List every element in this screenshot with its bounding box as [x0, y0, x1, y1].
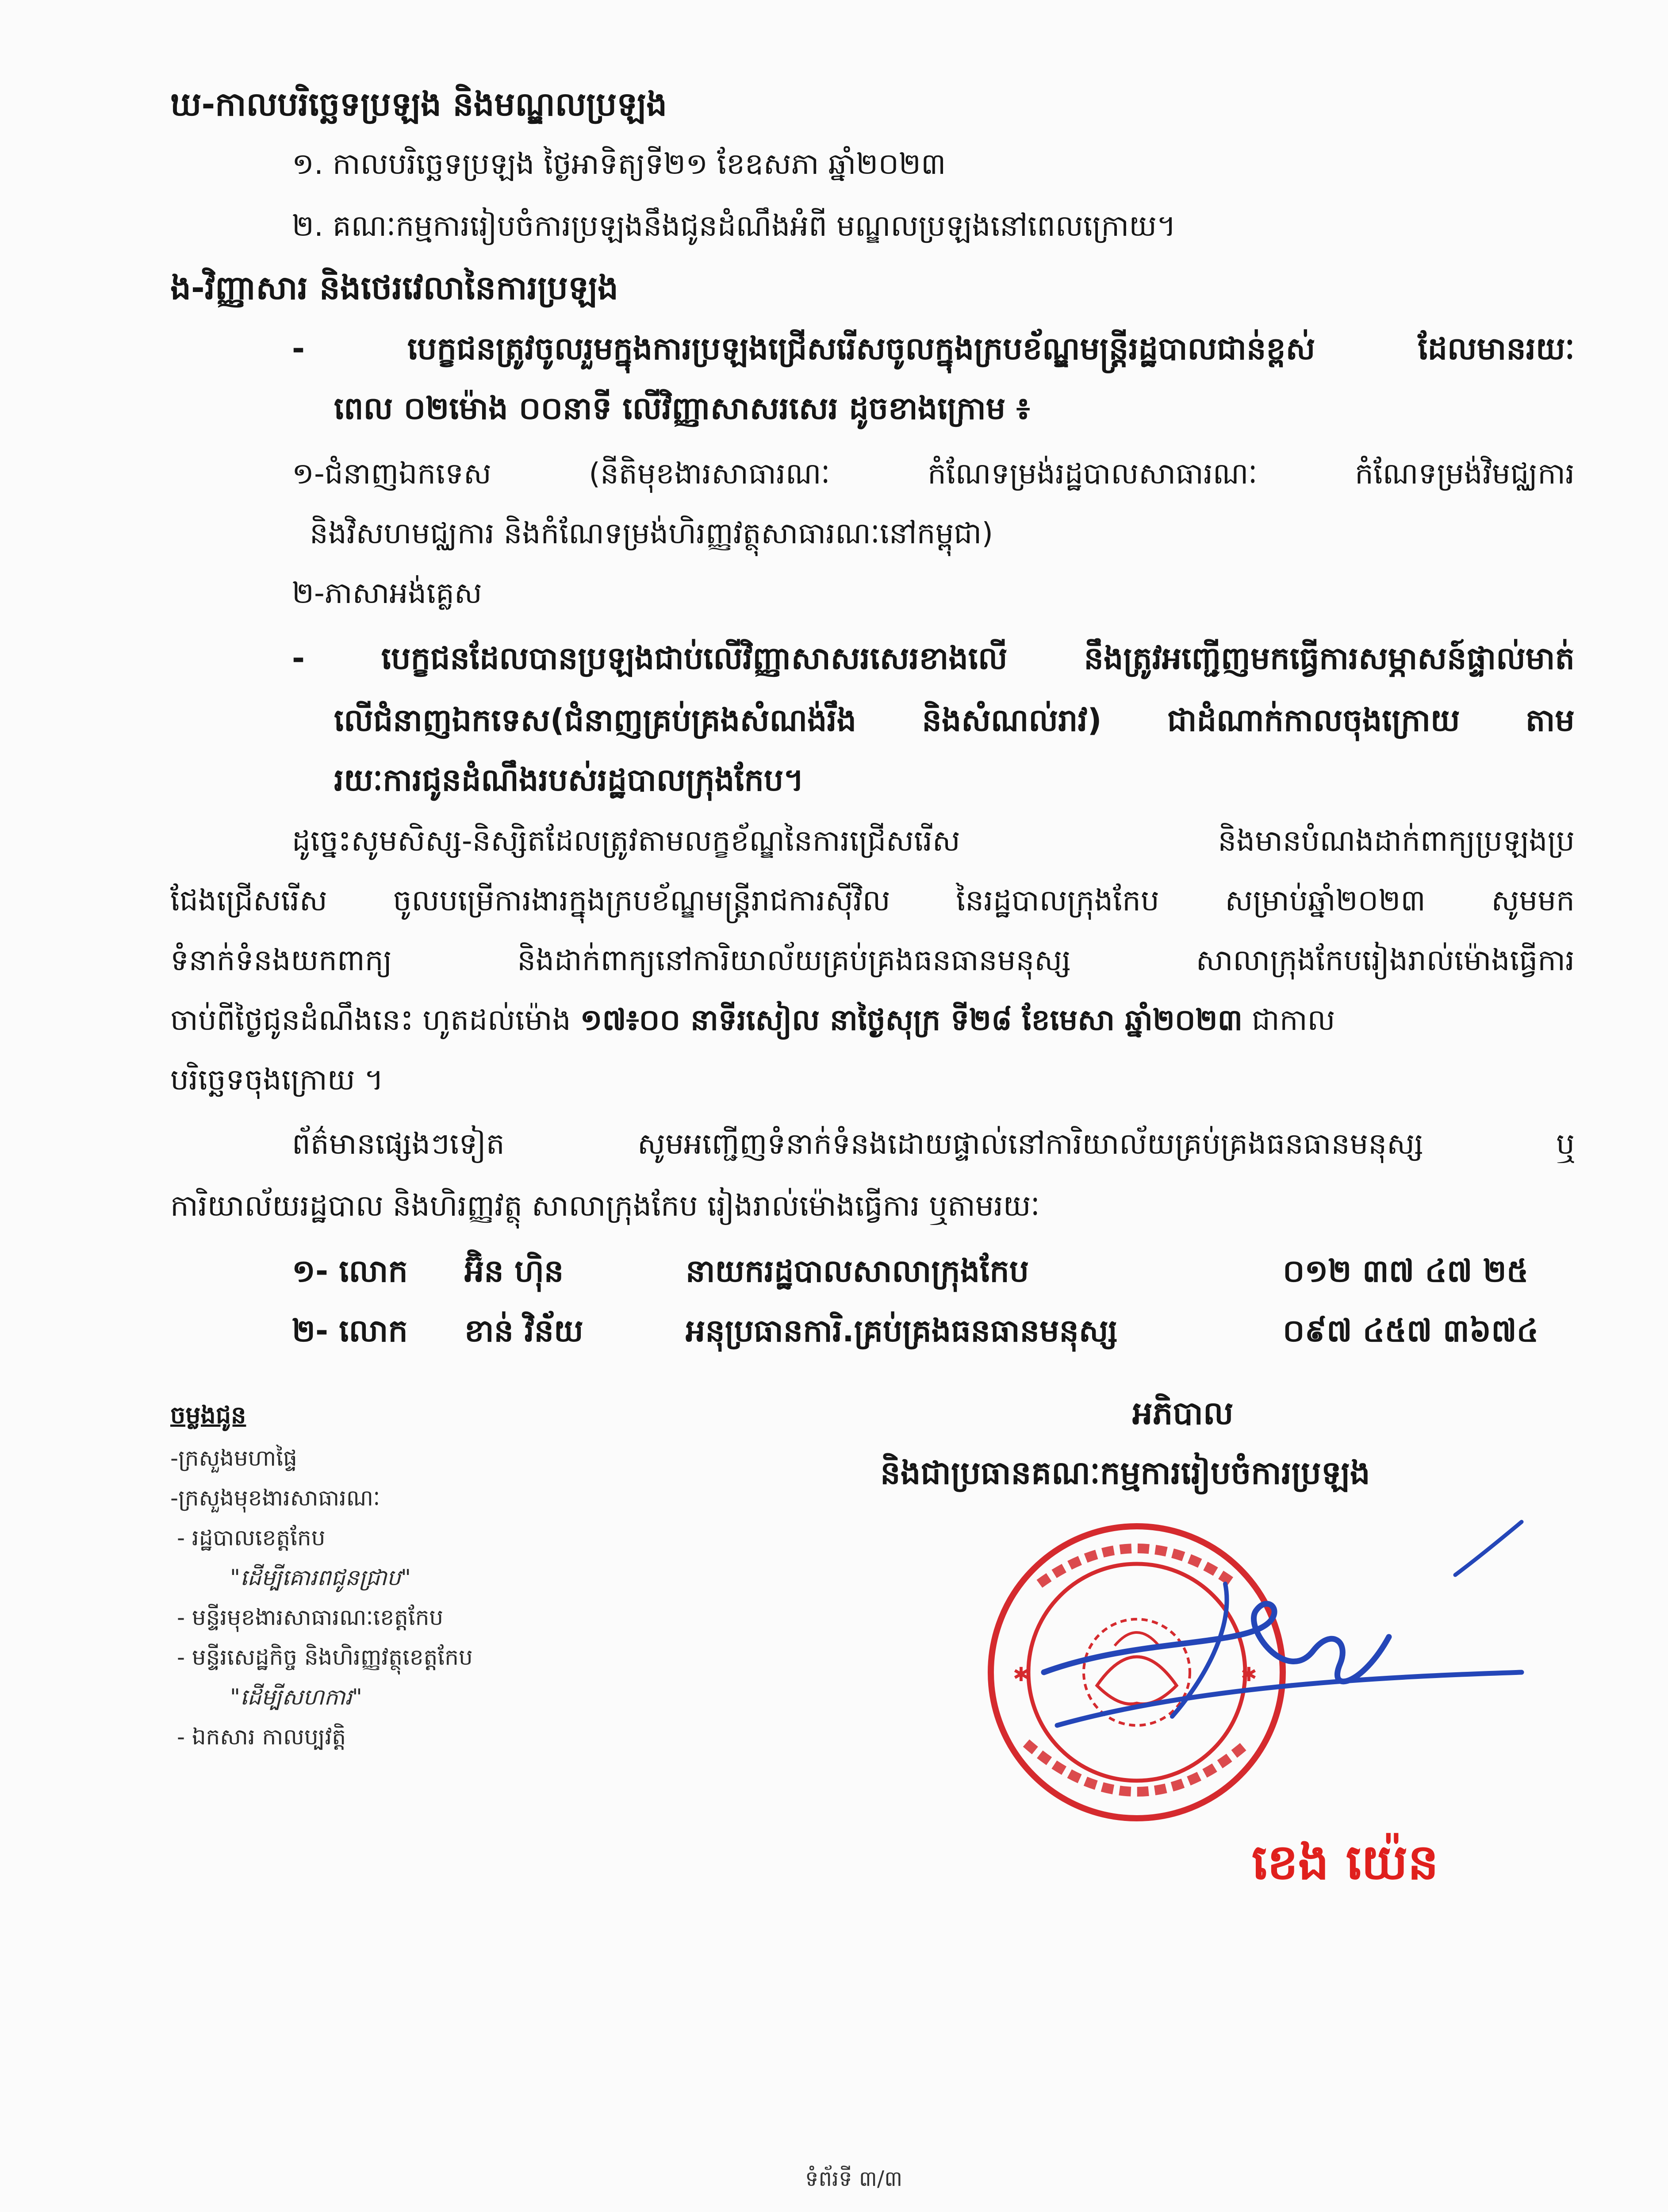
section-d-heading: ឃ-កាលបរិច្ឆេទប្រឡង និងមណ្ឌលប្រឡង	[170, 85, 667, 123]
paragraph-1-line-3: ទំនាក់ទំនងយកពាក្យ និងដាក់ពាក្យនៅការិយាល័យគ្រប់គ្រងធនធានមនុស្ស សាលាក្រុងកែបរៀងរាល់ម៉ោងធ្វើការ	[170, 943, 1575, 977]
page-number: ទំព័រទី ៣/៣	[805, 2166, 903, 2191]
official-seal	[991, 1526, 1283, 1818]
contact-2-number: ២- លោក	[292, 1313, 408, 1349]
governor-name: ខេង យ៉េន	[1252, 1834, 1439, 1890]
seal-star: ✱	[1013, 1663, 1029, 1686]
cc-item: -ក្រសួងមហាផ្ទៃ	[170, 1445, 297, 1471]
note-2-line-1: - បេក្ខជនដែលបានប្រឡងជាប់លើវិញ្ញាសាសរសេរខាងលើ នឹងត្រូវអញ្ជើញមកធ្វើការសម្ភាសន៍ផ្ទាល់មាត់	[292, 640, 1575, 676]
paragraph-1-line-1: ដូច្នេះសូមសិស្ស-និស្សិតដែលត្រូវតាមលក្ខខ័ណ្ឌនៃការជ្រើសរើស និងមានបំណងដាក់ពាក្យប្រឡងប្រ	[292, 824, 1575, 858]
note-2-line-2: លើជំនាញឯកទេស(ជំនាញគ្រប់គ្រងសំណង់រឹង និងសំណល់រាវ) ជាដំណាក់កាលចុងក្រោយ តាម	[334, 702, 1575, 738]
cc-item-note: "ដើម្បីគោរពជូនជ្រាប"	[230, 1565, 411, 1590]
governor-title: អភិបាល	[1132, 1394, 1234, 1432]
deadline-intro: ចាប់ពីថ្ងៃជូនដំណឹងនេះ ហូតដល់ម៉ោង	[170, 1003, 580, 1037]
contact-1-phone: ០១២ ៣៧ ៤៧ ២៥	[1283, 1253, 1529, 1289]
cc-item: -ក្រសួងមុខងារសាធារណៈ	[170, 1485, 380, 1511]
cc-item: - មន្ទីរសេដ្ឋកិច្ច និងហិរញ្ញវត្ថុខេត្តកែប	[177, 1644, 473, 1670]
section-d-item-2: ២. គណៈកម្មការរៀបចំការប្រឡងនឹងជូនដំណឹងអំពី មណ្ឌលប្រឡងនៅពេលក្រោយ។	[292, 209, 1176, 243]
paragraph-1-line-5: បរិច្ឆេទចុងក្រោយ ។	[170, 1063, 384, 1097]
note-1-line-1: - បេក្ខជនត្រូវចូលរួមក្នុងការប្រឡងជ្រើសរើសចូលក្នុងក្របខ័ណ្ឌមន្ត្រីរដ្ឋបាលជាន់ខ្ពស់ ដែលមានរយៈ	[292, 330, 1575, 367]
contact-2-title: អនុប្រធានការិ.គ្រប់គ្រងធនធានមនុស្ស	[686, 1313, 1118, 1349]
paragraph-1-line-4	[170, 1002, 1335, 1045]
subject-2: ២-ភាសាអង់គ្លេស	[292, 576, 482, 610]
contact-1-name: អ៊ិន ហ៊ិន	[464, 1253, 564, 1289]
paragraph-1-line-2: ជែងជ្រើសរើស ចូលបម្រើការងារក្នុងក្របខ័ណ្ឌមន្ត្រីរាជការស៊ីវិល នៃរដ្ឋបាលក្រុងកែប សម្រាប់ឆ្នាំ២០២៣ សូមមក	[170, 883, 1575, 918]
paragraph-2-line-1: ព័ត៌មានផ្សេងៗទៀត សូមអញ្ជើញទំនាក់ទំនងដោយផ្ទាល់នៅការិយាល័យគ្រប់គ្រងធនធានមនុស្ស ឬ	[292, 1127, 1575, 1161]
contact-2-name: ខាន់ វិន័យ	[464, 1313, 583, 1349]
official-seal-and-signature	[951, 1495, 1570, 1858]
paragraph-2-line-2: ការិយាល័យរដ្ឋបាល និងហិរញ្ញវត្ថុ សាលាក្រុងកែប រៀងរាល់ម៉ោងធ្វើការ ឬតាមរយៈ	[170, 1189, 1040, 1223]
seal-star: ✱	[1241, 1663, 1257, 1686]
contact-1-number: ១- លោក	[292, 1253, 408, 1289]
cc-item: - មន្ទីរមុខងារសាធារណៈខេត្តកែប	[177, 1605, 444, 1630]
section-e-heading: ង-វិញ្ញាសារ និងថេរវេលានៃការប្រឡង	[170, 269, 618, 307]
subject-1-line-2: និងវិសហមជ្ឈការ និងកំណែទម្រង់ហិរញ្ញវត្ថុសាធារណៈនៅកម្ពុជា)	[310, 516, 993, 550]
cc-item-note: "ដើម្បីសហការ"	[230, 1684, 362, 1710]
cc-item: - ឯកសារ កាលប្បវត្តិ	[177, 1724, 346, 1750]
note-2-line-3: រយៈការជូនដំណឹងរបស់រដ្ឋបាលក្រុងកែប។	[334, 762, 804, 798]
note-1-line-2: ពេល ០២ម៉ោង ០០នាទី លើវិញ្ញាសាសរសេរ ដូចខាងក្រោម ៖	[334, 390, 1030, 426]
contact-2-phone: ០៩៧ ៤៥៧ ៣៦៧៤	[1283, 1313, 1539, 1349]
contact-1-title: នាយករដ្ឋបាលសាលាក្រុងកែប	[686, 1253, 1029, 1289]
deadline-tail: ជាកាល	[1242, 1003, 1335, 1037]
cc-item: - រដ្ឋបាលខេត្តកែប	[177, 1525, 326, 1551]
section-d-item-1: ១. កាលបរិច្ឆេទប្រឡង ថ្ងៃអាទិត្យទី២១ ខែឧសភា ឆ្នាំ២០២៣	[292, 147, 946, 181]
subject-1-line-1: ១-ជំនាញឯកទេស (នីតិមុខងារសាធារណៈ កំណែទម្រង់រដ្ឋបាលសាធារណៈ កំណែទម្រង់វិមជ្ឈការ	[292, 457, 1575, 491]
cc-title: ចម្លងជូន	[170, 1401, 246, 1429]
deadline-datetime: ១៧៖០០ នាទីរសៀល នាថ្ងៃសុក្រ ទី២៨ ខែមេសា ឆ្នាំ២០២៣	[580, 1003, 1242, 1037]
committee-chair-title: និងជាប្រធានគណៈកម្មការរៀបចំការប្រឡង	[880, 1454, 1370, 1491]
